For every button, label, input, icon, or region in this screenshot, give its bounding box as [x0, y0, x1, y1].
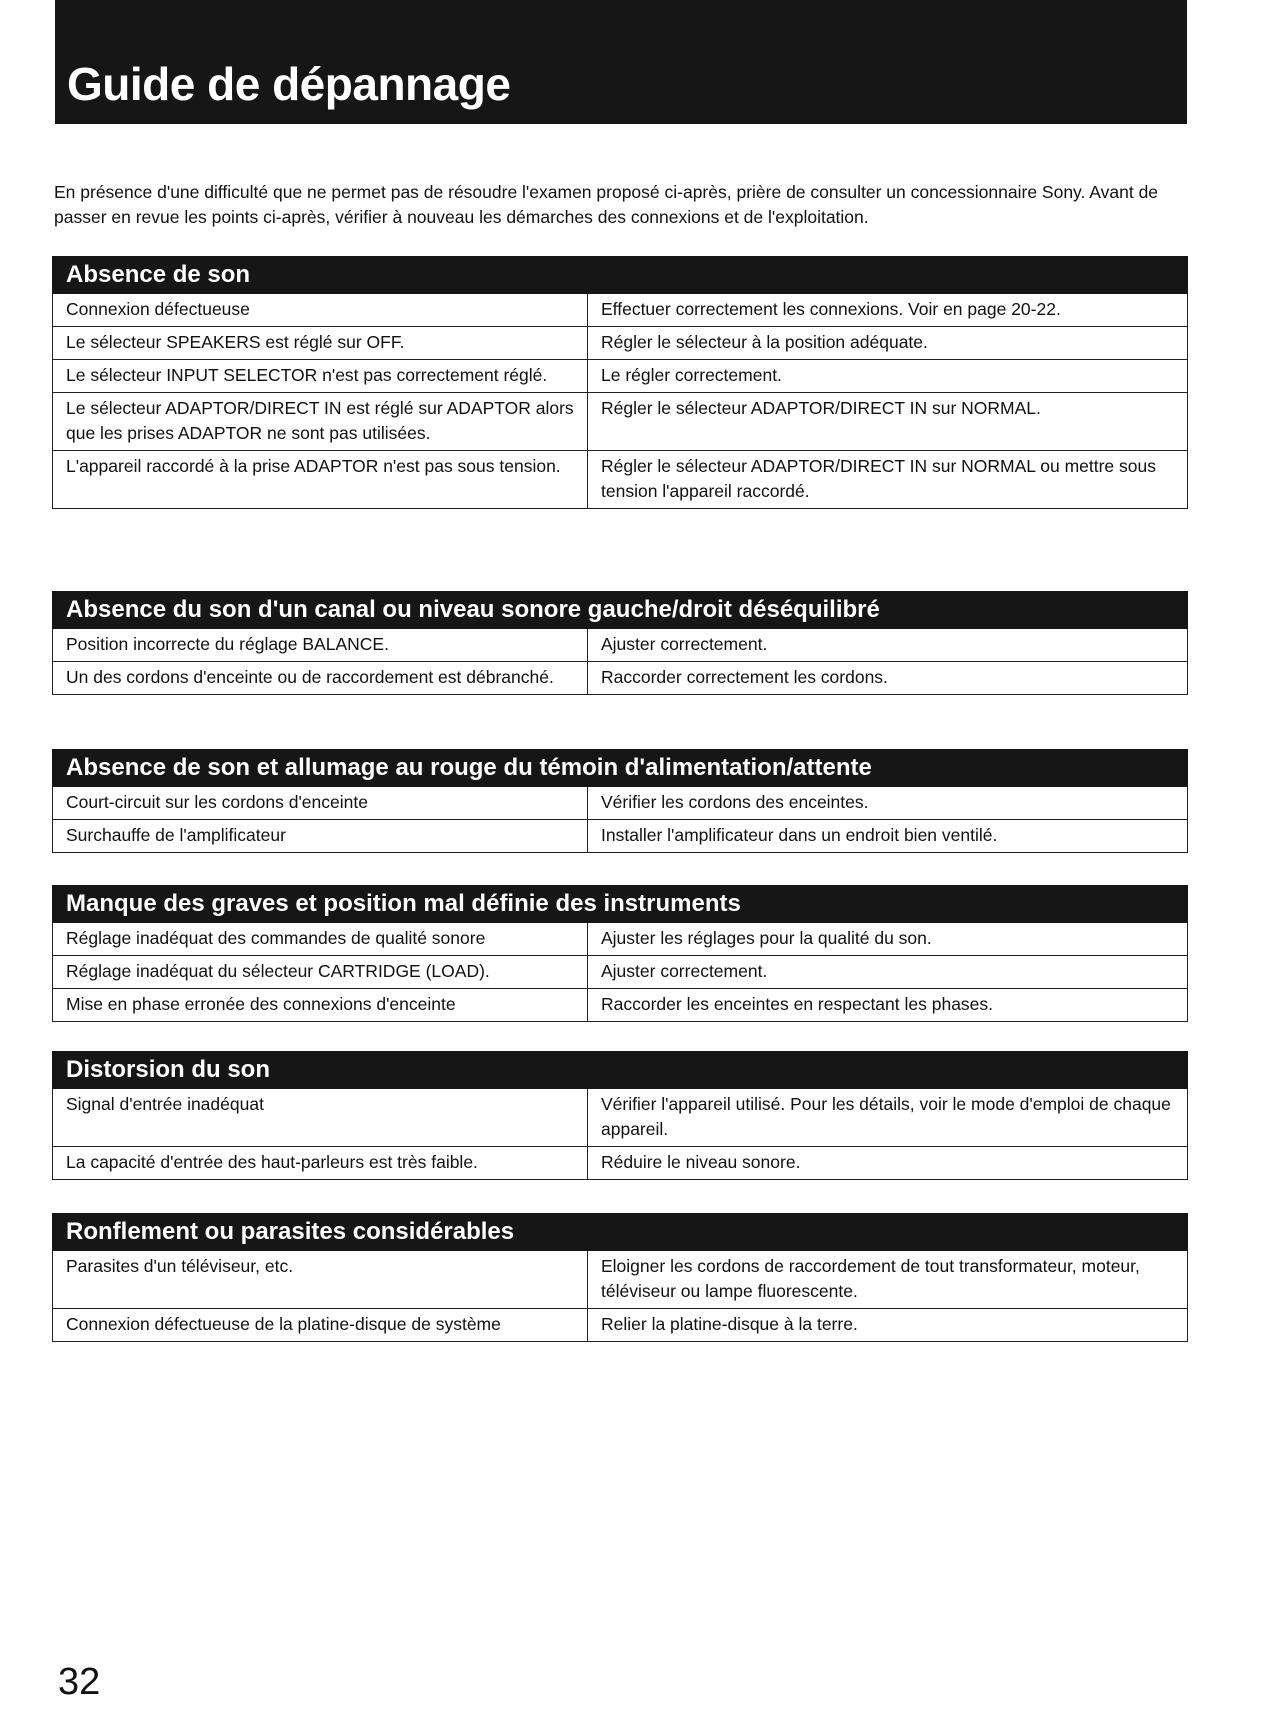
remedy-cell: Le régler correctement. [588, 360, 1188, 393]
table-row [53, 360, 1188, 393]
remedy-cell: Raccorder correctement les cordons. [588, 662, 1188, 695]
table-row [53, 820, 1188, 853]
section-ronflement [52, 1213, 1188, 1342]
section-heading: Absence de son [52, 256, 1188, 294]
table-row [53, 1309, 1188, 1342]
troubleshooting-table [52, 294, 1188, 509]
cause-cell: L'appareil raccordé à la prise ADAPTOR n'est pas sous tension. [53, 451, 588, 509]
table-row [53, 393, 1188, 451]
remedy-cell: Ajuster correctement. [601, 634, 768, 654]
troubleshooting-table [52, 787, 1188, 853]
remedy-cell: Ajuster les réglages pour la qualité du son. [601, 928, 932, 948]
remedy-cell: Réduire le niveau sonore. [588, 1147, 1188, 1180]
cause-cell: Surchauffe de l'amplificateur [53, 820, 588, 853]
table-row [53, 662, 1188, 695]
cause-cell: La capacité d'entrée des haut-parleurs est très faible. [53, 1147, 588, 1180]
cause-cell: Mise en phase erronée des connexions d'enceinte [53, 989, 588, 1022]
remedy-cell: Régler le sélecteur ADAPTOR/DIRECT IN sur NORMAL ou mettre sous tension l'appareil raccordé. [588, 451, 1188, 509]
cause-cell: Court-circuit sur les cordons d'enceinte [53, 787, 588, 820]
page-number: 32 [58, 1661, 101, 1703]
remedy-cell: Eloigner les cordons de raccordement de tout transformateur, moteur, téléviseur ou lampe fluorescente. [601, 1256, 1140, 1301]
remedy-cell: Vérifier les cordons des enceintes. [601, 792, 869, 812]
table-row [53, 1147, 1188, 1180]
cause-cell: Le sélecteur ADAPTOR/DIRECT IN est réglé sur ADAPTOR alors que les prises ADAPTOR ne sont pas utilisées. [53, 393, 588, 451]
cause-cell: Connexion défectueuse [53, 294, 588, 327]
section-heading: Ronflement ou parasites considérables [52, 1213, 1188, 1251]
intro-paragraph: En présence d'une difficulté que ne permet pas de résoudre l'examen proposé ci-après, prière de consulter un concessionnaire Sony. Avant de passer en revue les points ci-après, vérifier à nouveau les démarches des connexions et de l'exploitation. [54, 182, 1159, 227]
cause-cell: Le sélecteur SPEAKERS est réglé sur OFF. [53, 327, 588, 360]
cause-cell: Signal d'entrée inadéquat [53, 1089, 588, 1147]
troubleshooting-table [52, 923, 1188, 1022]
table-row [53, 787, 1188, 820]
table-row [53, 1251, 1188, 1309]
table-row [53, 956, 1188, 989]
remedy-cell: Relier la platine-disque à la terre. [588, 1309, 1188, 1342]
table-row [53, 1089, 1188, 1147]
cause-cell: Le sélecteur INPUT SELECTOR n'est pas correctement réglé. [53, 360, 588, 393]
table-row [53, 327, 1188, 360]
remedy-cell: Installer l'amplificateur dans un endroit bien ventilé. [588, 820, 1188, 853]
table-row [53, 451, 1188, 509]
troubleshooting-table [52, 629, 1188, 695]
section-heading: Absence de son et allumage au rouge du témoin d'alimentation/attente [52, 749, 1188, 787]
remedy-cell: Régler le sélecteur ADAPTOR/DIRECT IN sur NORMAL. [588, 393, 1188, 451]
cause-cell: Un des cordons d'enceinte ou de raccordement est débranché. [53, 662, 588, 695]
table-row [53, 629, 1188, 662]
section-temoin-rouge [52, 749, 1188, 853]
cause-cell: Réglage inadéquat du sélecteur CARTRIDGE (LOAD). [53, 956, 588, 989]
section-absence-de-son [52, 256, 1188, 509]
table-row [53, 989, 1188, 1022]
cause-cell: Réglage inadéquat des commandes de qualité sonore [53, 923, 588, 956]
troubleshooting-table [52, 1089, 1188, 1180]
section-distorsion [52, 1051, 1188, 1180]
cause-cell: Position incorrecte du réglage BALANCE. [53, 629, 588, 662]
remedy-cell: Raccorder les enceintes en respectant les phases. [588, 989, 1188, 1022]
table-row [53, 923, 1188, 956]
remedy-cell: Ajuster correctement. [588, 956, 1188, 989]
section-manque-graves [52, 885, 1188, 1022]
remedy-cell: Régler le sélecteur à la position adéquate. [588, 327, 1188, 360]
cause-cell: Connexion défectueuse de la platine-disque de système [53, 1309, 588, 1342]
section-heading: Distorsion du son [52, 1051, 1188, 1089]
cause-cell: Parasites d'un téléviseur, etc. [53, 1251, 588, 1309]
remedy-cell: Effectuer correctement les connexions. Voir en page 20-22. [601, 299, 1061, 319]
section-heading: Manque des graves et position mal définie des instruments [52, 885, 1188, 923]
table-row [53, 294, 1188, 327]
section-heading: Absence du son d'un canal ou niveau sonore gauche/droit déséquilibré [52, 591, 1188, 629]
section-absence-canal [52, 591, 1188, 695]
remedy-cell: Vérifier l'appareil utilisé. Pour les détails, voir le mode d'emploi de chaque appareil. [601, 1094, 1171, 1139]
page-title: Guide de dépannage [67, 58, 511, 110]
title-bar [55, 0, 1187, 124]
troubleshooting-table [52, 1251, 1188, 1342]
